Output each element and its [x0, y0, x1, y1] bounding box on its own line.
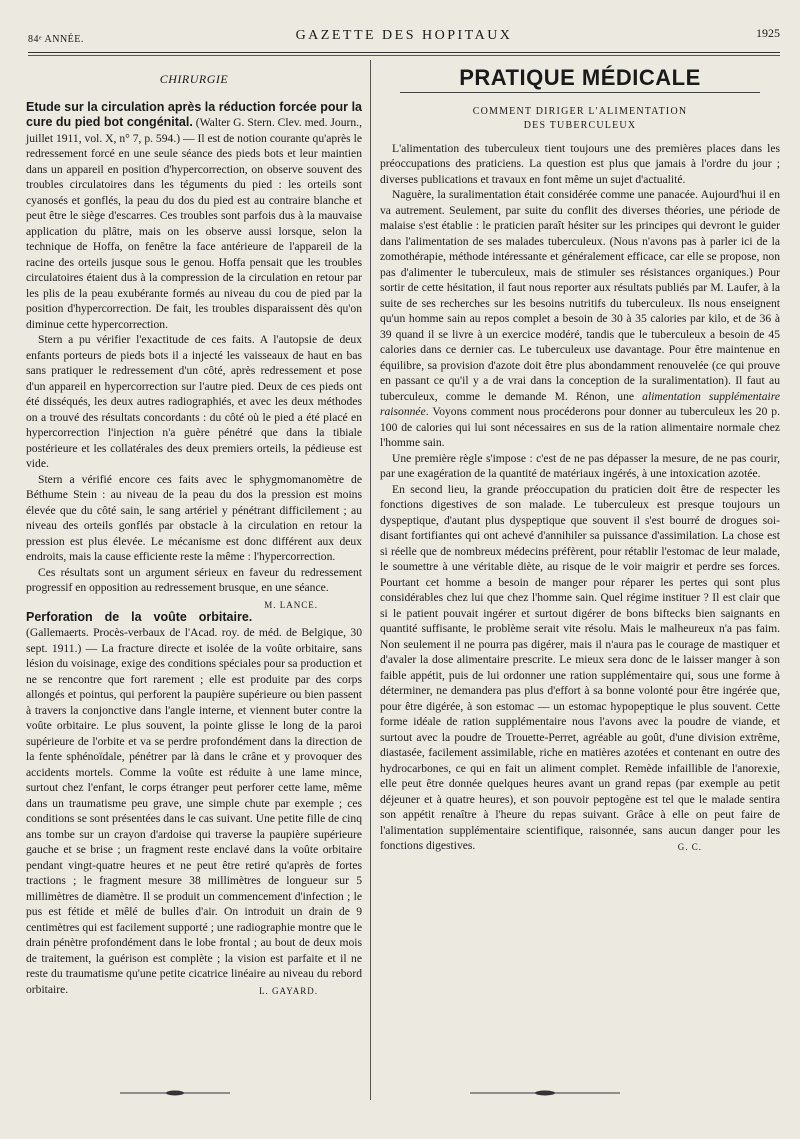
article-paragraph [380, 187, 780, 451]
article-emphasis: alimentation supplémentaire raisonnée [380, 389, 780, 418]
author-signature: M. LANCE. [264, 599, 318, 610]
title-rule [400, 92, 760, 93]
section-title: PRATIQUE MÉDICALE [459, 65, 701, 90]
article-text: Ces résultats sont un argument sérieux en faveur du redressement progressif en opposition au redressement brusque, en une séance. [26, 565, 362, 594]
page-header [28, 26, 780, 46]
article-paragraph-last [26, 565, 362, 610]
year-label: 84ᵉ ANNÉE. [28, 34, 84, 45]
left-column [26, 70, 362, 999]
article-subtitle [380, 105, 780, 133]
header-rule [28, 52, 780, 53]
column-divider [370, 60, 371, 1100]
article-paragraph: — La fracture directe et isolée de la voûte orbitaire, sans lésion du voisinage, exige des conditions spéciales pour sa production et ne se rencontre que fort rarement ; elle est produite par des corps allongés et pointus, qui perforent la paupière supérieure ou bien passent à travers la conjonctive dans l'angle interne, et viennent buter contre la voûte orbitaire. Le plus souvent, la pointe glisse le long de la paroi supérieure de l'orbite et va se perdre profondément dans la direction de la fente sphénoïdale, pénétrer par là dans le crâne et y provoquer des accidents mortels. Comme la voûte est réduite à une lame mince, surtout chez l'enfant, le corps étranger peut perforer cette lame, même dans un traumatisme peu grave, une simple chute par exemple ; ces conditions se sont présentées dans le cas suivant. Une petite fille de cinq ans tombe sur un crayon d'ardoise qui traverse la paupière supérieure gauche et se brise ; un fragment reste enclavé dans la voûte orbitaire pendant vingt-quatre heures et ne peut être retiré qu'après de fortes tractions ; le fragment mesure 38 millimètres de longueur sur 5 millimètres de diamètre. Il se produit un commencement d'infection ; le pus est fétide et mêlé de bulles d'air. On introduit un drain de 9 centimètres qui est facilement supporté ; une radiographie montre que le drain pénètre profondément dans le lobe frontal ; au bout de deux mois de traitement, la guérison est complète ; la vision est parfaite et il ne reste du traumatisme qu'une petite cicatrice linéaire au niveau du rebord orbitaire. [26, 641, 362, 996]
subtitle-line: COMMENT DIRIGER L'ALIMENTATION [472, 105, 688, 117]
end-ornament-left [120, 1090, 230, 1096]
article-paragraph: Une première règle s'impose : c'est de ne pas dépasser la mesure, de ne pas courir, par une exagération de la quantité de matériaux ingérés, à une intoxication azotée. [380, 451, 780, 480]
article-title: Etude sur la circulation après la réduction forcée pour la cure du pied bot congénital. [26, 99, 362, 129]
article-title: Perforation de la voûte orbitaire. [26, 609, 253, 624]
right-column [380, 65, 780, 856]
article-paragraph: Il est de notion courante qu'après le redressement forcé en une seule séance des pieds bots et leur maintien dans un appareil en position d'hypercorrection, on observe souvent des troubles circulatoires dans les téguments du pied : les orteils sont cyanosés et gonflés, la peau du dos du pied est au contraire blanche et peut être le siège d'escarres. Ces troubles sont parfois dus à la mauvaise application du plâtre, mais on les observe aussi lorsque, selon la technique de Hoffa, on fenêtre la face antérieure de l'appareil de la racine des orteils jusque sous le genou. Hoffa pensait que les troubles circulatoires étaient dus à la compression de la circulation en retour par les plis de la peau exubérante formés au niveau du cou de pied par la position d'hypercorrection. De fait, les troubles disparaissent dès qu'on diminue cette hypercorrection. [26, 131, 362, 331]
end-ornament-right [470, 1090, 620, 1096]
header-rule-thin [28, 55, 780, 56]
author-signature: G. C. [677, 842, 702, 852]
article-paragraph: L'alimentation des tuberculeux tient toujours une des premières places dans les préoccupations des praticiens. La question est plus que jamais à l'ordre du jour ; diverses publications et travaux en font même un sujet d'actualité. [380, 141, 780, 186]
article-reference: (Gallemaerts. Procès-verbaux de l'Acad. roy. de méd. de Belgique, 30 sept. 1911.) [26, 626, 362, 655]
article-paragraph: Stern a pu vérifier l'exactitude de ces faits. A l'autopsie de deux enfants porteurs de pieds bots il a injecté les vaisseaux de haut en bas sans pratiquer le redressement d'un côté, après redressement et pose d'un appareil en hypercorrection sur l'autre pied. Deux de ces pieds ont été disséqués, les deux autres radiographiés, et avec les deux méthodes on a trouvé des résultats concordants : du côté où le pied a été placé en hypercorrection l'injection n'a guère pénétré que dans la tibiale postérieure et les collatérales des deux premiers orteils, la pédieuse est vide. [26, 333, 362, 470]
article-text: En second lieu, la grande préoccupation du praticien doit être de respecter les fonctions digestives de son malade. Le tuberculeux est presque toujours un dyspeptique, d'autant plus dyspeptique que souvent il s'est bourré de drogues soi-disant fortifiantes qui ont achevé d'annihiler sa puissance d'assimilation. La chose est si réelle que de nombreux médecins préfèrent, pour rétablir l'estomac de leur malade, le soumettre à une véritable diète, au risque de le voir maigrir et perdre ses forces. Pourtant cet homme a besoin de manger pour réparer les pertes qui sont plus considérables chez lui que chez l'homme sain. Quel régime instituer ? Il est clair que si le patient pouvait ingérer et surtout digérer de bons biftecks bien saignants en quantité suffisante, le problème serait vite résolu. Mais le malheureux n'a pas faim. Non seulement il ne pourra pas digérer, mais il n'aura pas le courage de mastiquer et d'avaler la dose alimentaire prescrite. Le mieux sera donc de le laisser manger à son faible appétit, puis de lui ordonner une ration supplémentaire qui, sous une forme à déterminer, ne demandera pas plus d'effort à sa bonne volonté pour être ingérée que, pour être digérée, à son estomac — un estomac hypopeptique le plus souvent. Cette forme idéale de ration supplémentaire nous l'avons avec la poudre de viande, et surtout avec la poudre de Trouette-Perret, agréable au goût, d'une division extrême, diastasée, facilement assimilable, riche en matières azotées et contenant en outre des hydrocarbones, ce qui en fait un aliment complet. Remède infaillible de l'anorexie, elle peut être donnée quelques heures avant un grand repas (par exemple au petit déjeuner et à quatre heures), et son pouvoir peptogène est tel que le malade sentira son appétit renaître à l'heure du repas suivant. Grâce à elle on peut faire de l'alimentation supplémentaire scientifique, raisonnée, sans aucun danger pour les fonctions digestives. [380, 482, 780, 852]
article-reference: (Walter G. Stern. Clev. med. Journ., juillet 1911, vol. X, n° 7, p. 594.) — [26, 116, 362, 145]
article-text: . Voyons comment nous procéderons pour donner au tuberculeux les 20 p. 100 de calories qui lui sont nécessaires en sus de la ration alimentaire normale chez l'homme sain. [380, 405, 780, 449]
article-text: Naguère, la suralimentation était considérée comme une panacée. Aujourd'hui il en va autrement. Seulement, par suite du conflit des diverses théories, une période de malaise s'est établie : le praticien paraît hésiter sur les principes qui devront le guider dans l'alimentation de ses malades tuberculeux. (Nous n'avons pas à parler ici de la zomothérapie, méthode intéressante et généralement efficace, car elle se propose, non pas d'alimenter le tuberculeux, mais de stimuler ses résistances organiques.) Pour sortir de cette hésitation, il faut nous reporter aux résultats publiés par M. Laufer, à la suite de ses recherches sur les besoins nutritifs du tuberculeux. Ils nous enseignent qu'un homme sain au repos complet a besoin de 30 à 35 calories par kilo, et de 36 à 39 quand il se livre à un exercice modéré, tandis que le tuberculeux a besoin de 45 calories dans ce dernier cas. Le tuberculeux use davantage. Pour être maintenue en équilibre, sa provision d'azote doit être plus abondamment renouvelée (ce qui prouve en passant ce qu'il y a de vrai dans la conception de la suralimentation). Il faut au tuberculeux, comme le demande M. Rénon, une [380, 188, 780, 403]
section-heading: CHIRURGIE [159, 72, 229, 86]
article-paragraph: Stern a vérifié encore ces faits avec le sphygmomanomètre de Béthume Stein : au niveau de la peau du dos la pression est moins élevée que du côté sain, le sang artériel y pénétrant difficilement ; au niveau des orteils gonflés par obstacle à la circulation en retour la pression est plus élevée. Le mécanisme est donc différent aux deux endroits, mais la cause efficiente reste la même : l'hypercorrection. [26, 472, 362, 563]
article-intro [26, 610, 362, 998]
page-number: 1925 [756, 26, 780, 40]
article-intro [26, 100, 362, 333]
subtitle-line: DES TUBERCULEUX [523, 119, 637, 131]
journal-title: GAZETTE DES HOPITAUX [295, 28, 513, 43]
author-signature: L. GAYARD. [259, 985, 318, 996]
article-paragraph-last [380, 482, 780, 854]
